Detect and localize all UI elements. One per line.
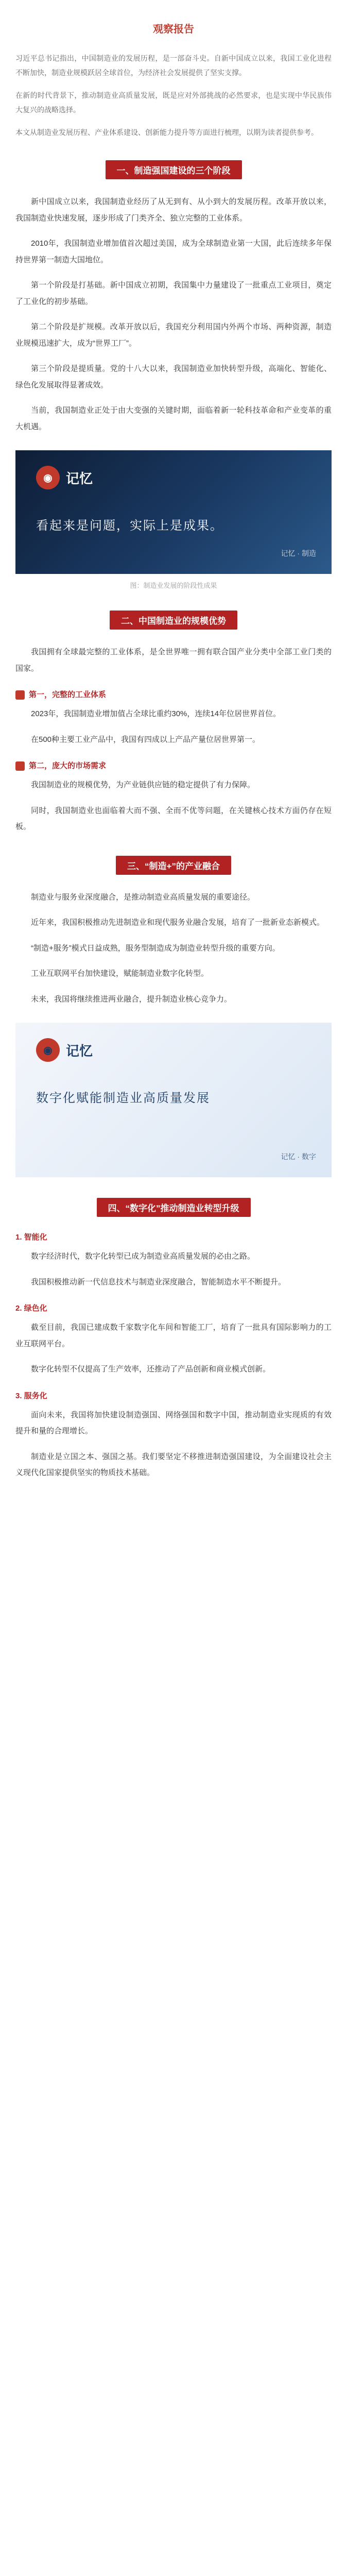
paragraph: 新中国成立以来，我国制造业经历了从无到有、从小到大的发展历程。改革开放以来，我国制造业快速发展，逐步形成了门类齐全、独立完整的工业体系。 <box>15 197 332 223</box>
lead-paragraph: 在新的时代背景下，推动制造业高质量发展，既是应对外部挑战的必然要求，也是实现中华民族伟大复兴的战略选择。 <box>15 91 332 114</box>
section-heading <box>15 1198 332 1217</box>
logo-icon: ◉ <box>36 466 60 489</box>
section-heading <box>15 611 332 630</box>
subheading: 1. 智能化 <box>15 1233 47 1242</box>
paragraph: 在500种主要工业产品中，我国有四成以上产品产量位居世界第一。 <box>31 735 261 744</box>
paragraph: 数字化转型不仅提高了生产效率，还推动了产品创新和商业模式创新。 <box>31 1365 271 1374</box>
paragraph: 2023年，我国制造业增加值占全球比重约30%，连续14年位居世界首位。 <box>31 709 281 719</box>
subheading: 第二，庞大的市场需求 <box>15 760 332 771</box>
subheading: 2. 绿色化 <box>15 1304 47 1313</box>
banner-image <box>15 450 332 574</box>
paragraph: 同时，我国制造业也面临着大而不强、全而不优等问题，在关键核心技术方面仍存在短板。 <box>15 806 332 832</box>
section-title: 一、制造强国建设的三个阶段 <box>106 160 242 179</box>
section-heading <box>15 856 332 875</box>
bullet-icon <box>15 761 25 771</box>
banner-corner-text: 记忆 · 制造 <box>281 549 316 557</box>
section-title: 三、“制造+”的产业融合 <box>116 856 231 875</box>
paragraph: 我国拥有全球最完整的工业体系，是全世界唯一拥有联合国产业分类中全部工业门类的国家。 <box>15 648 332 673</box>
paragraph: 制造业是立国之本、强国之基。我们要坚定不移推进制造强国建设，为全面建设社会主义现代化国家提供坚实的物质技术基础。 <box>15 1452 332 1478</box>
paragraph: 截至目前，我国已建成数千家数字化车间和智能工厂，培育了一批具有国际影响力的工业互联网平台。 <box>15 1323 332 1348</box>
paragraph: “制造+服务”模式日益成熟，服务型制造成为制造业转型升级的重要方向。 <box>31 943 280 953</box>
paragraph: 2010年，我国制造业增加值首次超过美国，成为全球制造业第一大国，此后连续多年保持世界第一制造大国地位。 <box>15 239 332 264</box>
image-caption: 图：制造业发展的阶段性成果 <box>130 582 217 589</box>
brand-logo: ◉ 记忆 <box>36 1038 311 1062</box>
paragraph: 第三个阶段是提质量。党的十八大以来，我国制造业加快转型升级，高端化、智能化、绿色化发展取得显著成效。 <box>15 364 332 389</box>
banner-slogan: 看起来是问题，实际上是成果。 <box>36 519 223 533</box>
paragraph: 当前，我国制造业正处于由大变强的关键时期，面临着新一轮科技革命和产业变革的重大机遇。 <box>15 406 332 431</box>
paragraph: 我国制造业的规模优势，为产业链供应链的稳定提供了有力保障。 <box>31 781 255 790</box>
section-heading <box>15 160 332 179</box>
brand-logo: ◉ 记忆 <box>36 466 311 489</box>
subheading: 第一，完整的工业体系 <box>15 689 332 700</box>
banner-slogan: 数字化赋能制造业高质量发展 <box>36 1091 210 1106</box>
lead-paragraph: 习近平总书记指出，中国制造业的发展历程，是一部奋斗史。自新中国成立以来，我国工业化进程不断加快，制造业规模跃居全球首位，为经济社会发展提供了坚实支撑。 <box>15 54 332 77</box>
lead-paragraph: 本文从制造业发展历程、产业体系建设、创新能力提升等方面进行梳理，以期为读者提供参考。 <box>15 128 318 137</box>
paragraph: 工业互联网平台加快建设，赋能制造业数字化转型。 <box>31 969 209 978</box>
logo-icon: ◉ <box>36 1038 60 1062</box>
paragraph: 面向未来，我国将加快建设制造强国、网络强国和数字中国，推动制造业实现质的有效提升和量的合理增长。 <box>15 1410 332 1436</box>
subheading: 3. 服务化 <box>15 1391 47 1400</box>
section-title: 四、“数字化”推动制造业转型升级 <box>97 1198 251 1217</box>
paragraph: 制造业与服务业深度融合，是推动制造业高质量发展的重要途径。 <box>31 892 255 902</box>
paragraph: 我国积极推动新一代信息技术与制造业深度融合，智能制造水平不断提升。 <box>31 1277 286 1286</box>
section-title: 二、中国制造业的规模优势 <box>110 611 237 630</box>
banner-image <box>15 1023 332 1177</box>
paragraph: 第一个阶段是打基础。新中国成立初期，我国集中力量建设了一批重点工业项目，奠定了工业化的初步基础。 <box>15 281 332 306</box>
paragraph: 第二个阶段是扩规模。改革开放以后，我国充分利用国内外两个市场、两种资源，制造业规模迅速扩大，成为“世界工厂”。 <box>15 323 332 348</box>
banner-corner-text: 记忆 · 数字 <box>281 1153 316 1161</box>
paragraph: 未来，我国将继续推进两业融合，提升制造业核心竞争力。 <box>31 994 232 1004</box>
paragraph: 近年来，我国积极推动先进制造业和现代服务业融合发展，培育了一批新业态新模式。 <box>31 918 325 927</box>
bullet-icon <box>15 690 25 700</box>
paragraph: 数字经济时代，数字化转型已成为制造业高质量发展的必由之路。 <box>31 1252 255 1261</box>
page-title: 观察报告 <box>153 24 194 35</box>
